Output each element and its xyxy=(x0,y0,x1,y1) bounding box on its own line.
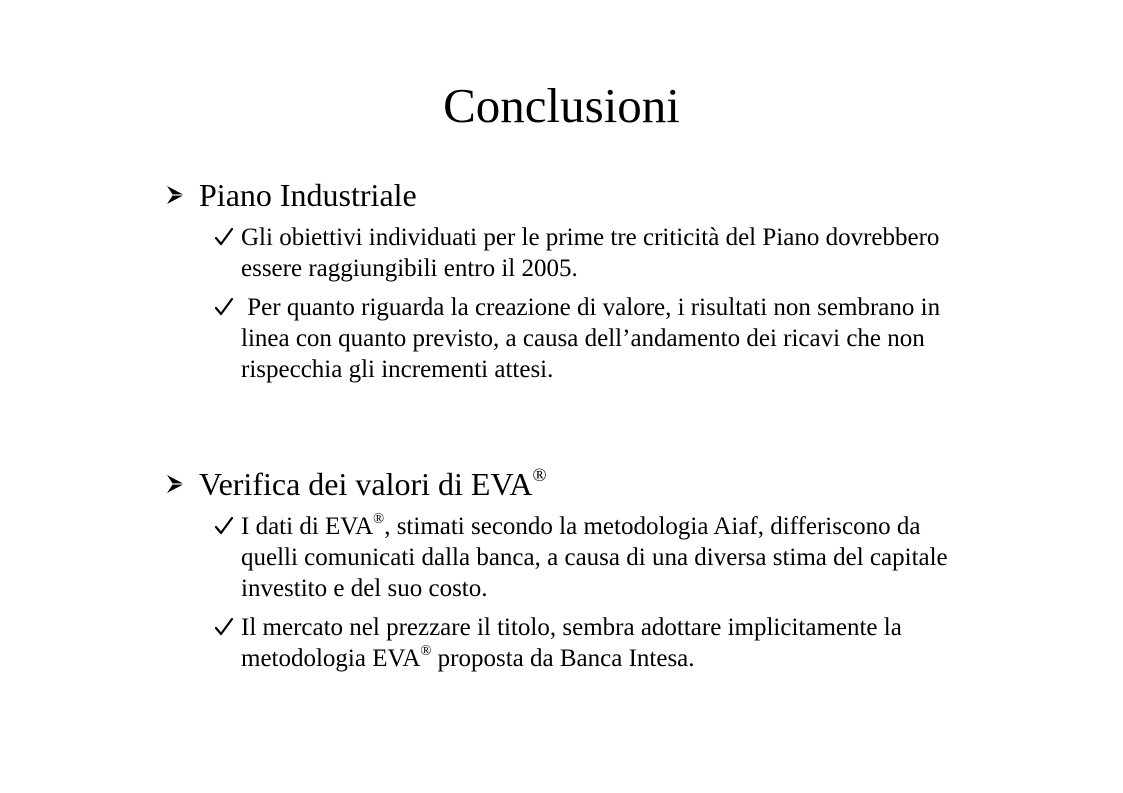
list-item-text xyxy=(241,511,961,604)
registered-mark: ® xyxy=(373,510,385,527)
checkmark-icon xyxy=(215,517,233,535)
list-item xyxy=(0,222,1123,284)
heading-label: Verifica dei valori di EVA xyxy=(199,466,533,502)
text-run: Il mercato nel prezzare il titolo, sembra adottare implicitamente la metodologia EVA xyxy=(241,614,902,672)
section-heading xyxy=(0,175,1123,215)
list-item-text xyxy=(241,612,961,674)
text-run: , stimati secondo la metodologia Aiaf, differiscono da quelli comunicati dalla banca, a causa di una diversa stima del capitale investito e del suo costo. xyxy=(241,513,948,602)
list-item xyxy=(0,612,1123,674)
section-heading-text: Piano Industriale xyxy=(199,177,417,213)
list-item xyxy=(0,292,1123,385)
text-run: I dati di EVA xyxy=(241,513,374,540)
section-heading-text xyxy=(199,464,547,504)
checkmark-icon xyxy=(215,618,233,636)
list-item-text: Per quanto riguarda la creazione di valore, i risultati non sembrano in linea con quanto previsto, a causa dell’andamento dei ricavi che non rispecchia gli incrementi attesi. xyxy=(241,294,947,383)
arrow-bullet-icon xyxy=(164,184,186,206)
list-item-text: Gli obiettivi individuati per le prime tre criticità del Piano dovrebbero essere raggiungibili entro il 2005. xyxy=(241,224,940,282)
text-run: proposta da Banca Intesa. xyxy=(431,645,695,672)
registered-mark: ® xyxy=(532,464,547,486)
checkmark-icon xyxy=(215,298,233,316)
list-item xyxy=(0,511,1123,604)
checkmark-icon xyxy=(215,228,233,246)
section-heading xyxy=(0,464,1123,504)
slide-title: Conclusioni xyxy=(443,78,680,133)
arrow-bullet-icon xyxy=(164,473,186,495)
section-verifica-eva xyxy=(0,464,1123,674)
section-piano-industriale xyxy=(0,175,1123,385)
registered-mark: ® xyxy=(420,642,432,659)
